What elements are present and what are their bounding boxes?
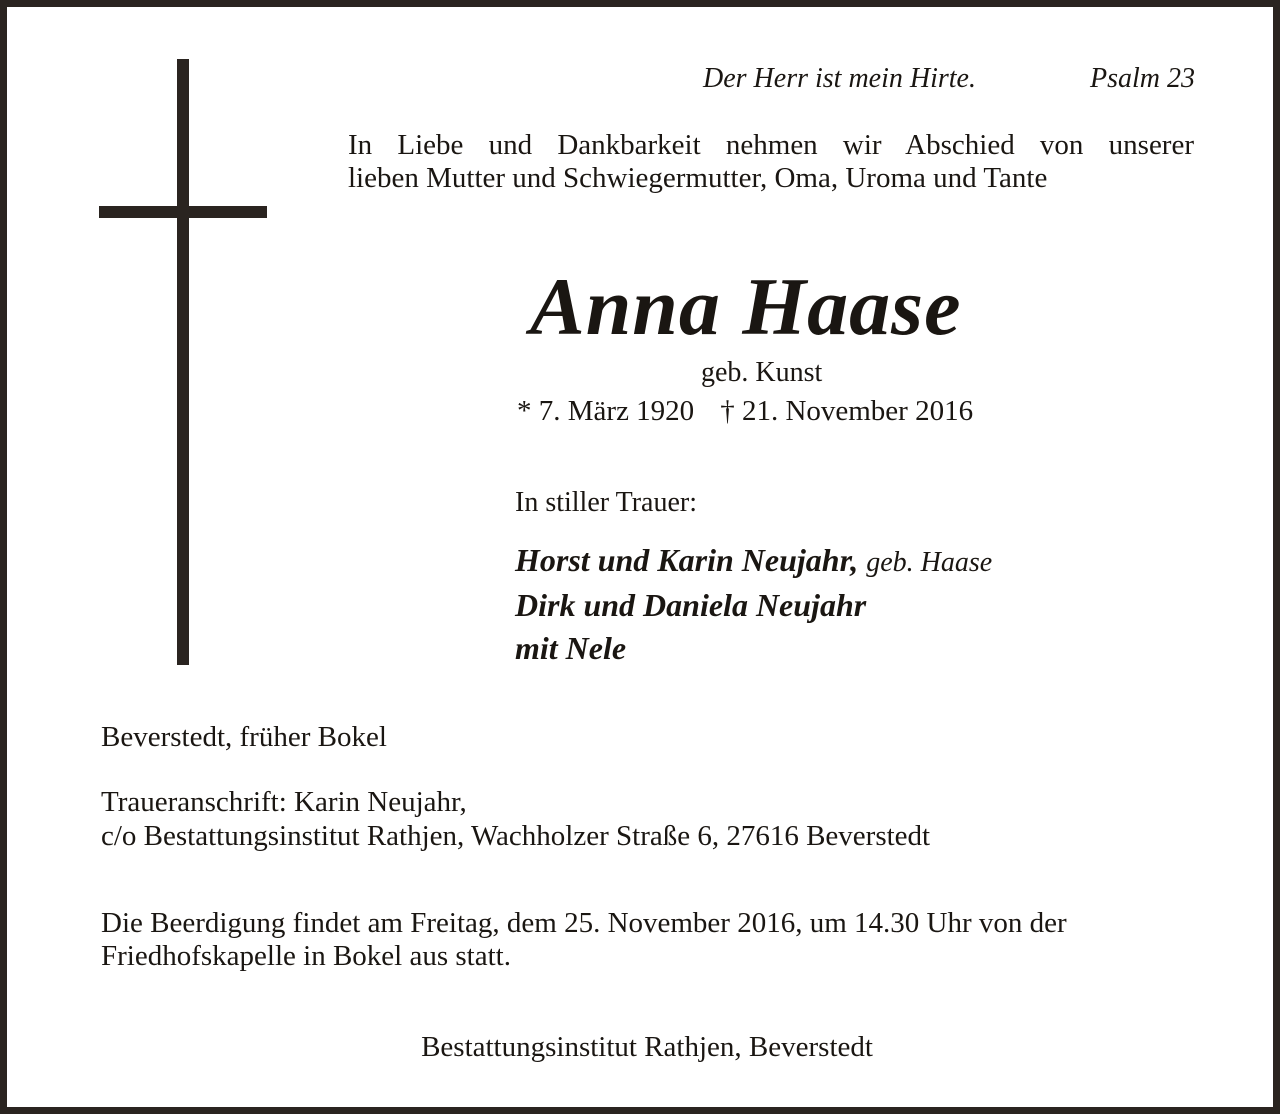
address-line-2: c/o Bestattungsinstitut Rathjen, Wachholzer Straße 6, 27616 Beverstedt [101,820,931,852]
cross-horizontal-beam [99,206,267,218]
undertaker-name: Bestattungsinstitut Rathjen, Beverstedt [421,1031,873,1063]
intro-text [348,129,1194,195]
undertaker-footer [7,1029,1280,1065]
mourner-name: mit Nele [515,630,627,666]
mourner-name: Horst und Karin Neujahr, [515,542,859,578]
deceased-name: Anna Haase [530,261,962,352]
mourner-name: Dirk und Daniela Neujahr [515,587,867,623]
mourning-label: In stiller Trauer: [515,487,697,518]
motto-quote: Der Herr ist mein Hirte. [703,63,976,94]
funeral-line-1: Die Beerdigung findet am Freitag, dem 25. November 2016, um 14.30 Uhr von der [101,907,1067,939]
mourners-list [515,539,992,670]
residence: Beverstedt, früher Bokel [101,721,387,753]
birth-date: * 7. März 1920 [517,395,695,427]
mourner-line [515,539,992,584]
funeral-line-2: Friedhofskapelle in Bokel aus statt. [101,940,511,972]
intro-line-2: lieben Mutter und Schwiegermutter, Oma, Uroma und Tante [348,162,1048,194]
mourner-line [515,627,992,670]
address-line-1: Traueranschrift: Karin Neujahr, [101,786,467,818]
mourning-address [101,785,930,853]
cross-vertical-beam [177,59,189,665]
mourner-line [515,584,992,627]
motto-source: Psalm 23 [1090,63,1195,94]
funeral-info [101,907,1191,973]
maiden-name: geb. Kunst [701,357,823,388]
intro-line-1: In Liebe und Dankbarkeit nehmen wir Abschied von unserer [348,129,1194,161]
life-dates [517,393,973,429]
death-date: † 21. November 2016 [720,395,974,427]
mourner-maiden-name: geb. Haase [866,547,993,578]
